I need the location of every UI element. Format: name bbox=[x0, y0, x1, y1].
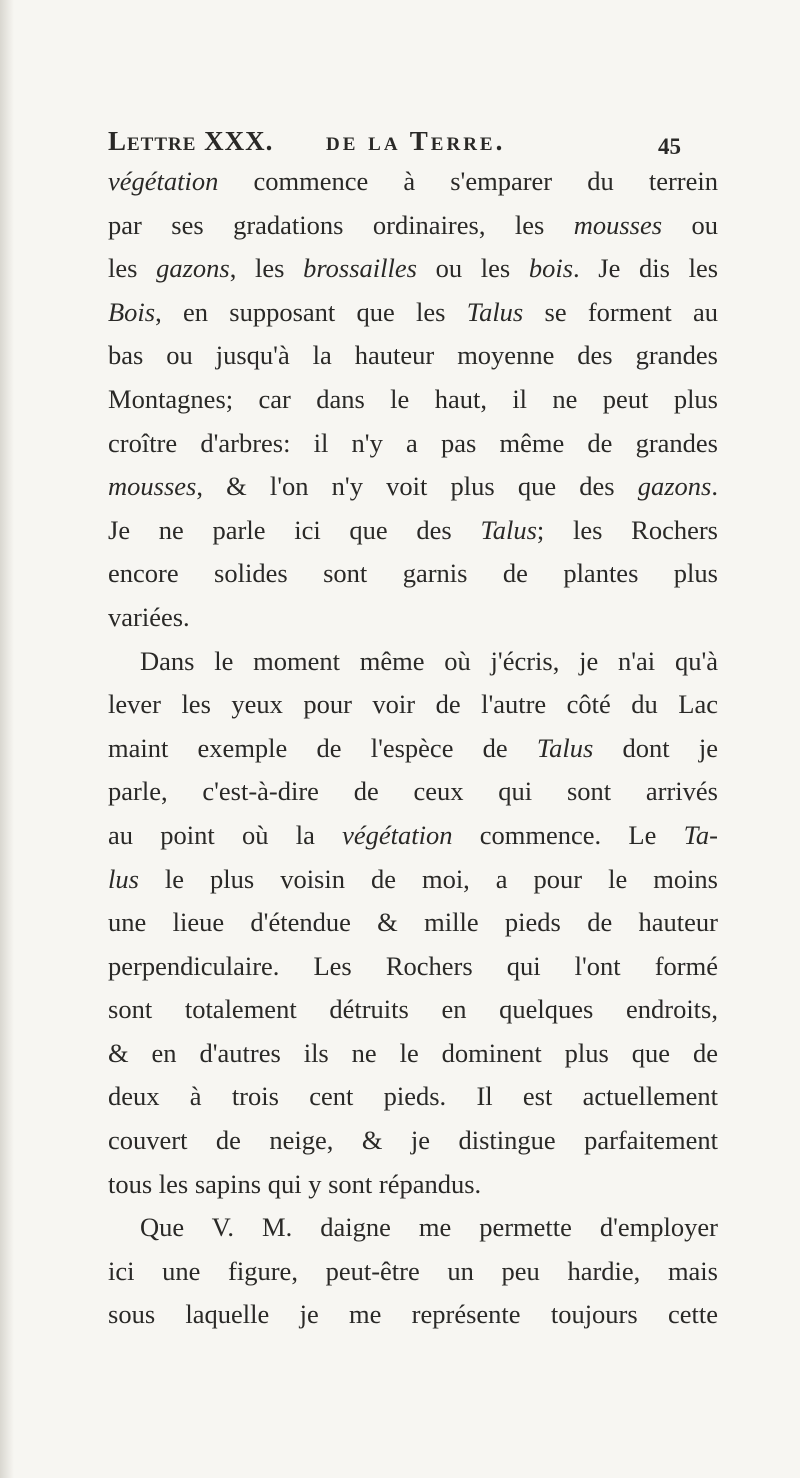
text-line: Je ne parle ici que des Talus; les Rochers bbox=[108, 514, 718, 545]
text-line: croître d'arbres: il n'y a pas même de grandes bbox=[108, 427, 718, 458]
text-line: mousses, & l'on n'y voit plus que des gazons. bbox=[108, 471, 718, 502]
text-line: deux à trois cent pieds. Il est actuellement bbox=[108, 1081, 718, 1112]
text-line: couvert de neige, & je distingue parfaitement bbox=[108, 1125, 718, 1156]
page-gutter-shadow bbox=[0, 0, 14, 1478]
header-letter: Lettre XXX. bbox=[108, 126, 274, 156]
text-line: ici une figure, peut-être un peu hardie, mais bbox=[108, 1255, 718, 1286]
text-line: végétation commence à s'emparer du terrein bbox=[108, 166, 718, 196]
text-line: perpendiculaire. Les Rochers qui l'ont formé bbox=[108, 950, 718, 981]
text-line: Montagnes; car dans le haut, il ne peut plus bbox=[108, 383, 718, 414]
page-number: 45 bbox=[658, 134, 681, 159]
text-line: maint exemple de l'espèce de Talus dont je bbox=[108, 732, 718, 763]
text-line: une lieue d'étendue & mille pieds de hauteur bbox=[108, 907, 718, 938]
text-line: parle, c'est-à-dire de ceux qui sont arrivés bbox=[108, 776, 718, 807]
text-line: sont totalement détruits en quelques endroits, bbox=[108, 994, 718, 1025]
text-line: lever les yeux pour voir de l'autre côté du Lac bbox=[108, 689, 718, 720]
text-line: Dans le moment même où j'écris, je n'ai qu'à bbox=[140, 645, 718, 676]
text-line: sous laquelle je me représente toujours cette bbox=[108, 1299, 718, 1330]
text-line: tous les sapins qui y sont répandus. bbox=[108, 1168, 482, 1199]
text-line: encore solides sont garnis de plantes plus bbox=[108, 558, 718, 589]
body-text bbox=[108, 160, 718, 1337]
text-line: Que V. M. daigne me permette d'employer bbox=[140, 1212, 718, 1243]
text-line: bas ou jusqu'à la hauteur moyenne des grandes bbox=[108, 340, 718, 371]
header-title: de la Terre. bbox=[326, 126, 506, 156]
text-line: lus le plus voisin de moi, a pour le moins bbox=[108, 863, 718, 894]
text-line: par ses gradations ordinaires, les mousses ou bbox=[108, 209, 718, 240]
text-line: au point où la végétation commence. Le Ta- bbox=[108, 819, 718, 850]
text-line: variées. bbox=[108, 601, 190, 632]
text-line: Bois, en supposant que les Talus se forment au bbox=[108, 296, 718, 327]
text-line: & en d'autres ils ne le dominent plus que de bbox=[108, 1037, 718, 1068]
text-line: les gazons, les brossailles ou les bois. Je dis les bbox=[108, 253, 719, 284]
